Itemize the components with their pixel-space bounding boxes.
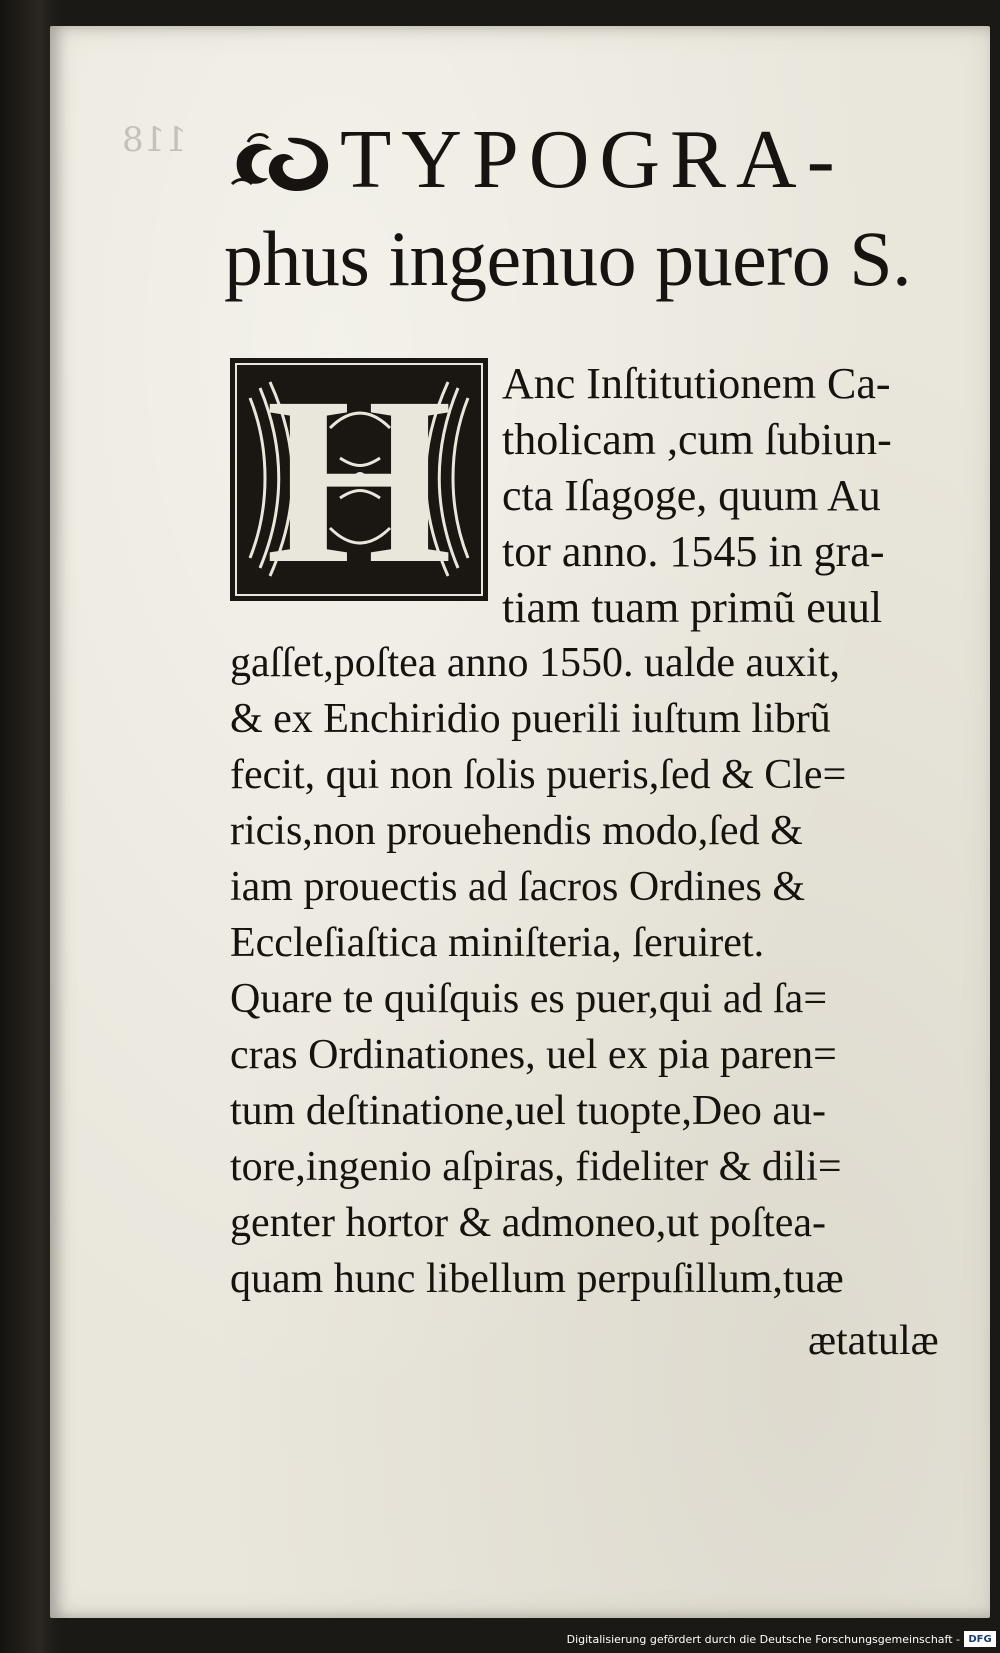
catchword: ætatulæ <box>808 1318 939 1364</box>
body-line-9: ricis,non prouehendis modo,ſed & <box>230 808 803 854</box>
dfg-logo: DFG <box>964 1631 996 1647</box>
body-line-12: Quare te quiſquis es puer,qui ad ſa= <box>230 976 828 1022</box>
body-line-15: tore,ingenio aſpiras, fideliter & dili= <box>230 1144 842 1190</box>
body-line-13: cras Ordinationes, uel ex pia paren= <box>230 1032 837 1078</box>
funding-note: Digitalisierung gefördert durch die Deutsche Forschungsgemeinschaft - <box>566 1633 960 1646</box>
initial-letter: H <box>265 346 453 613</box>
body-line-8: fecit, qui non ſolis pueris,ſed & Cle= <box>230 752 847 798</box>
decorated-initial <box>230 346 488 613</box>
body-line-10: iam prouectis ad ſacros Ordines & <box>230 864 805 910</box>
body-line-11: Eccleſiaſtica miniſteria, ſeruiret. <box>230 920 765 966</box>
body-line-17: quam hunc libellum perpuſillum,tuæ <box>230 1256 844 1302</box>
body-line-2: tholicam ,cum ſubiun- <box>502 415 892 464</box>
heading-line-2: phus ingenuo puero S. <box>224 215 912 302</box>
heading-line-1: TYPOGRA- <box>340 113 845 206</box>
page-number-showthrough: 118 <box>122 120 187 160</box>
fleuron-icon <box>228 128 334 198</box>
body-line-6: gaſſet,poſtea anno 1550. ualde auxit, <box>230 640 840 686</box>
body-line-16: genter hortor & admoneo,ut poſtea- <box>230 1200 826 1246</box>
body-line-5: tiam tuam primũ euul <box>502 583 883 632</box>
body-line-3: cta Iſagoge, quum Au <box>502 471 881 520</box>
body-line-1: Anc Inſtitutionem Ca- <box>502 359 891 408</box>
body-line-7: & ex Enchiridio puerili iuſtum librũ <box>230 696 831 742</box>
body-line-4: tor anno. 1545 in gra- <box>502 527 885 576</box>
body-line-14: tum deſtinatione,uel tuopte,Deo au- <box>230 1088 826 1134</box>
